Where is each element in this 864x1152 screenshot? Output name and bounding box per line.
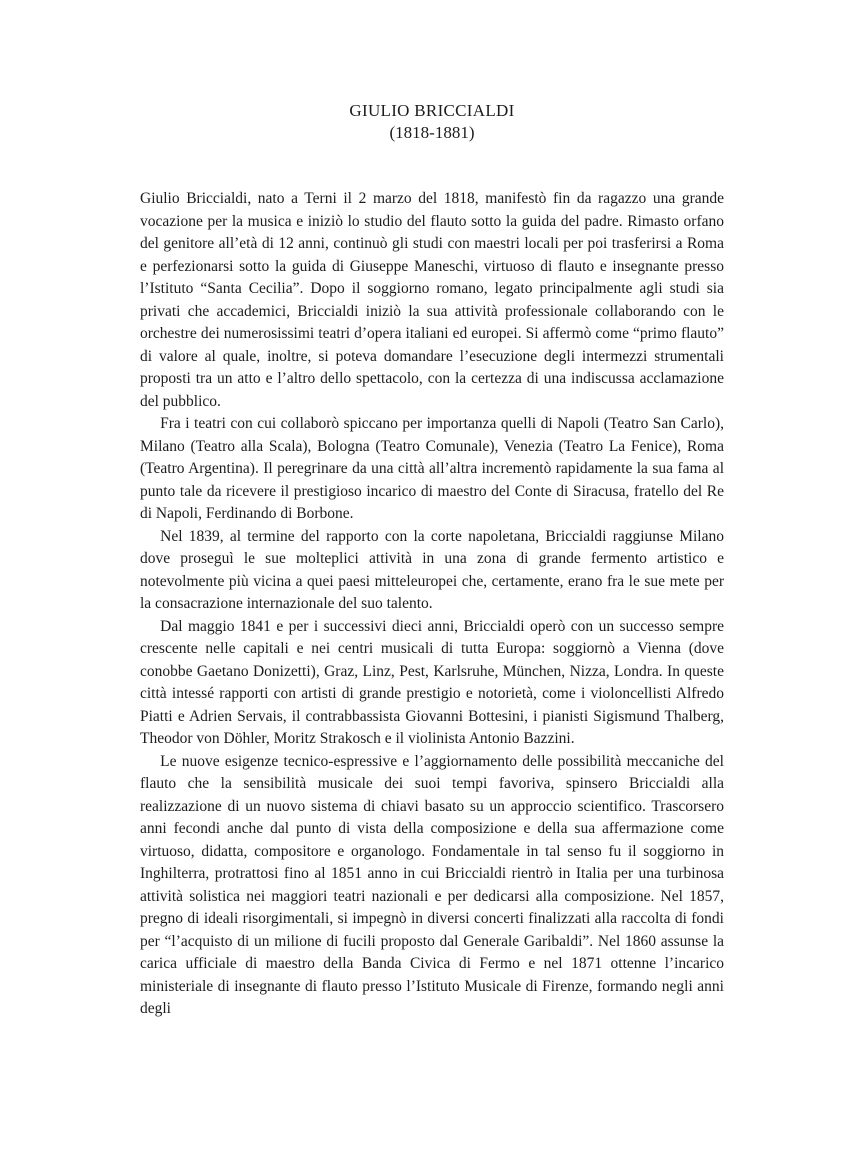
- paragraph-theatres: Fra i teatri con cui collaborò spiccano per importanza quelli di Napoli (Teatro San Carlo), Milano (Teatro alla Scala), Bologna (Teatro Comunale), Venezia (Teatro La Fenice), Roma (Teatro Argentina). Il peregrinare da una città all’altra incrementò rapidamente la sua fama al punto tale da ricevere il prestigioso incarico di maestro del Conte di Siracusa, fratello del Re di Napoli, Ferdinando di Borbone.: [140, 415, 724, 522]
- paragraph-milan-1839: Nel 1839, al termine del rapporto con la corte napoletana, Briccialdi raggiunse Milano dove proseguì le sue molteplici attività in una zona di grande fermento artistico e notevolmente più vicina a quei paesi mitteleuropei che, certamente, erano fra le sue mete per la consacrazione internazionale del suo talento.: [140, 527, 724, 612]
- paragraph-innovations-and-career: Le nuove esigenze tecnico-espressive e l’aggiornamento delle possibilità meccaniche del flauto che la sensibilità musicale dei suoi tempi favoriva, spinsero Briccialdi alla realizzazione di un nuovo sistema di chiavi basato su un approccio scientifico. Trascorsero anni fecondi anche dal punto di vista della composizione e della sua affermazione come virtuoso, didatta, compositore e organologo. Fondamentale in tal senso fu il soggiorno in Inghilterra, protrattosi fino al 1851 anno in cui Briccialdi rientrò in Italia per una turbinosa attività solistica nei maggiori teatri nazionali e per dedicarsi alla composizione. Nel 1857, pregno di ideali risorgimentali, si impegnò in diversi concerti finalizzati alla raccolta di fondi per “l’acquisto di un milione di fucili proposto dal Generale Garibaldi”. Nel 1860 assunse la carica ufficiale di maestro della Banda Civica di Fermo e nel 1871 ottenne l’incarico ministeriale di insegnante di flauto presso l’Istituto Musicale di Firenze, formando negli anni degli: [140, 752, 724, 1017]
- document-title: GIULIO BRICCIALDI: [349, 101, 515, 120]
- paragraph-biography-intro: Giulio Briccialdi, nato a Terni il 2 marzo del 1818, manifestò fin da ragazzo una grande vocazione per la musica e iniziò lo studio del flauto sotto la guida del padre. Rimasto orfano del genitore all’età di 12 anni, continuò gli studi con maestri locali per poi trasferirsi a Roma e perfezionarsi sotto la guida di Giuseppe Maneschi, virtuoso di flauto e insegnante presso l’Istituto “Santa Cecilia”. Dopo il soggiorno romano, legato principalmente agli studi sia privati che accademici, Briccialdi iniziò la sua attività professionale collaborando con le orchestre dei numerosissimi teatri d’opera italiani ed europei. Si affermò come “primo flauto” di valore al quale, inoltre, si poteva domandare l’esecuzione degli intermezzi strumentali proposti tra un atto e l’altro dello spettacolo, con la certezza di una indiscussa acclamazione del pubblico.: [140, 190, 724, 410]
- document-body: [140, 188, 724, 1021]
- paragraph-european-tours: Dal maggio 1841 e per i successivi dieci anni, Briccialdi operò con un successo sempre crescente nelle capitali e nei centri musicali di tutta Europa: soggiornò a Vienna (dove conobbe Gaetano Donizetti), Graz, Linz, Pest, Karlsruhe, München, Nizza, Londra. In queste città intessé rapporti con artisti di grande prestigio e notorietà, come i violoncellisti Alfredo Piatti e Adrien Servais, il contrabbassista Giovanni Bottesini, i pianisti Sigismund Thalberg, Theodor von Döhler, Moritz Strakosch e il violinista Antonio Bazzini.: [140, 617, 724, 747]
- document-subtitle: (1818-1881): [389, 123, 475, 142]
